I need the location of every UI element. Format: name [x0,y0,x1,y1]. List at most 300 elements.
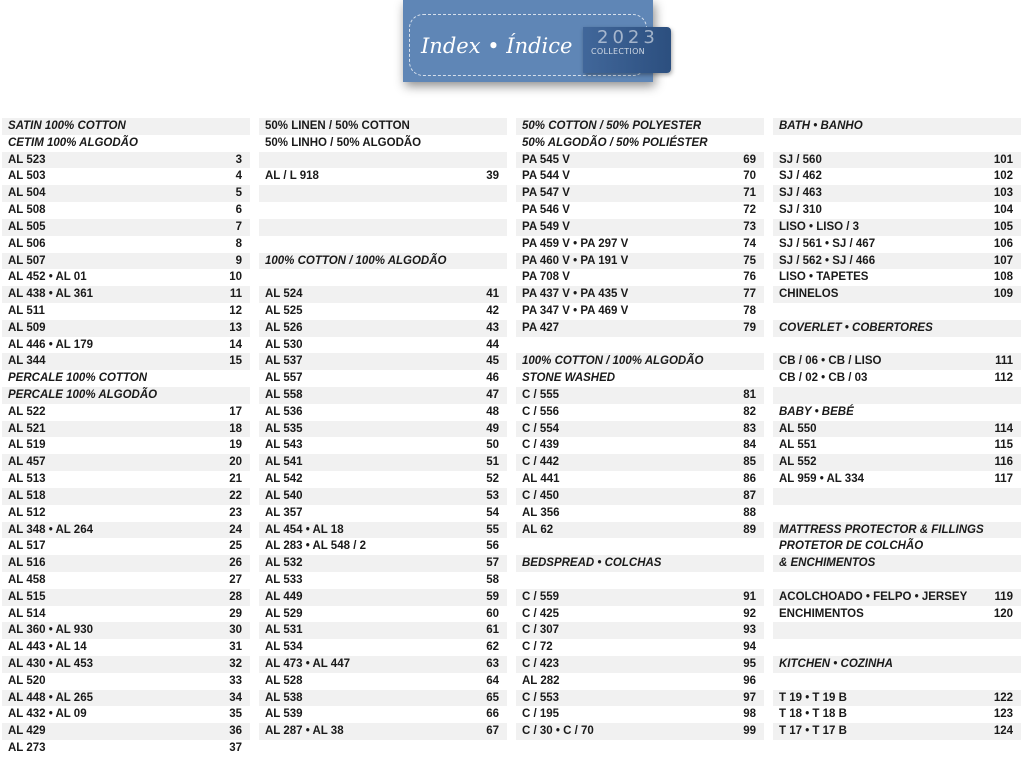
entry-label: C / 450 [522,489,560,502]
entry-label: C / 556 [522,405,560,418]
entry-label: AL 513 [8,473,46,486]
section-heading [516,353,764,370]
entry-label: AL 524 [265,288,303,301]
entry-page-number: 101 [993,153,1013,166]
entry-page-number: 103 [993,187,1013,200]
entry-label: AL 515 [8,590,46,603]
entry-label: AL 525 [265,304,303,317]
entry-label: C / 30 • C / 70 [522,725,594,738]
index-entry [2,253,250,270]
entry-label: AL 273 [8,742,46,755]
entry-label: AL 506 [8,237,46,250]
index-entry [516,488,764,505]
index-entry [773,421,1021,438]
entry-label: AL 360 • AL 930 [8,624,93,637]
index-entry [516,421,764,438]
index-entry [2,622,250,639]
section-heading-label: 50% ALGODÃO / 50% POLIÉSTER [522,136,708,149]
section-heading [773,522,1021,539]
entry-page-number: 31 [229,641,242,654]
entry-page-number: 117 [994,473,1013,486]
entry-label: AL 446 • AL 179 [8,338,93,351]
section-heading-label: 50% LINHO / 50% ALGODÃO [265,136,422,149]
entry-label: AL 430 • AL 453 [8,658,93,670]
entry-page-number: 112 [994,372,1013,385]
entry-label: AL 458 [8,573,46,586]
index-entry [259,320,507,337]
entry-page-number: 19 [229,439,242,452]
index-entry [516,706,764,723]
entry-label: AL 530 [265,338,303,351]
index-entry [773,185,1021,202]
entry-page-number: 105 [993,220,1013,233]
entry-label: SJ / 462 [779,170,822,183]
entry-page-number: 63 [486,658,499,670]
entry-page-number: 85 [743,456,756,469]
index-entry [773,589,1021,606]
index-entry [516,168,764,185]
index-entry [259,522,507,539]
entry-page-number: 65 [486,691,499,704]
index-entry [2,286,250,303]
index-entry [516,673,764,690]
index-entry [259,303,507,320]
entry-label: C / 442 [522,456,560,469]
entry-label: AL 438 • AL 361 [8,288,93,301]
entry-label: AL 448 • AL 265 [8,691,93,704]
section-heading-label: KITCHEN • COZINHA [779,658,893,670]
entry-page-number: 3 [235,153,242,166]
entry-page-number: 32 [229,658,242,670]
blank-row [516,538,764,555]
entry-label: AL 441 [522,473,560,486]
entry-page-number: 92 [743,607,756,620]
entry-page-number: 20 [229,456,242,469]
index-entry [516,606,764,623]
section-heading [516,555,764,572]
index-entry [259,168,507,185]
entry-label: SJ / 463 [779,187,822,200]
blank-row [773,639,1021,656]
entry-page-number: 87 [743,489,756,502]
entry-label: PA 459 V • PA 297 V [522,237,629,250]
section-heading [773,538,1021,555]
section-heading-label: 50% LINEN / 50% COTTON [265,120,410,132]
index-entry [259,706,507,723]
index-entry [773,202,1021,219]
entry-label: AL 558 [265,389,303,401]
entry-page-number: 106 [993,237,1013,250]
entry-page-number: 114 [994,422,1013,435]
entry-label: AL 511 [8,304,45,317]
index-entry [516,320,764,337]
index-entry [516,269,764,286]
index-entry [259,421,507,438]
entry-page-number: 21 [229,473,242,486]
entry-label: AL 536 [265,405,303,418]
entry-page-number: 43 [486,321,499,334]
blank-row [259,152,507,169]
index-entry [516,622,764,639]
entry-label: AL 551 [779,439,817,452]
index-entry [259,622,507,639]
blank-row [773,488,1021,505]
index-entry [2,219,250,236]
index-entry [259,538,507,555]
index-entry [773,471,1021,488]
page-title: Index • Índice [421,34,573,58]
entry-label: C / 559 [522,590,560,603]
entry-page-number: 45 [486,355,499,368]
entry-page-number: 53 [486,489,499,502]
index-entry [516,723,764,740]
entry-page-number: 44 [486,338,499,351]
entry-page-number: 23 [229,506,242,519]
section-heading-label: MATTRESS PROTECTOR & FILLINGS [779,523,984,536]
index-entry [2,337,250,354]
blank-row [773,135,1021,152]
section-heading-label: & ENCHIMENTOS [779,557,876,570]
entry-label: ACOLCHOADO • FELPO • JERSEY [779,590,968,603]
entry-page-number: 56 [486,540,499,553]
entry-label: C / 555 [522,389,560,401]
entry-page-number: 95 [743,658,756,670]
section-heading [516,370,764,387]
entry-label: AL 520 [8,674,46,687]
index-entry [259,505,507,522]
section-heading [2,135,250,152]
section-heading-label: SATIN 100% COTTON [8,120,126,132]
entry-label: AL 517 [8,540,46,553]
entry-label: AL 509 [8,321,46,334]
index-entry [2,488,250,505]
entry-label: AL 287 • AL 38 [265,725,344,738]
entry-label: AL 505 [8,220,46,233]
index-entry [259,370,507,387]
entry-page-number: 120 [993,607,1013,620]
entry-page-number: 89 [743,523,756,536]
entry-page-number: 78 [743,304,756,317]
entry-page-number: 11 [229,288,242,301]
index-entry [516,639,764,656]
entry-page-number: 35 [229,708,242,721]
section-heading-label: 100% COTTON / 100% ALGODÃO [265,254,447,267]
entry-page-number: 81 [743,389,756,401]
entry-label: AL 557 [265,372,303,385]
entry-label: AL 514 [8,607,46,620]
entry-label: AL 282 [522,674,560,687]
index-entry [2,152,250,169]
section-heading [516,118,764,135]
entry-label: AL 507 [8,254,46,267]
entry-page-number: 102 [993,170,1013,183]
entry-page-number: 58 [486,573,499,586]
section-heading-label: PERCALE 100% ALGODÃO [8,389,158,401]
index-entry [773,606,1021,623]
index-entry [773,269,1021,286]
entry-page-number: 109 [993,288,1013,301]
entry-page-number: 39 [486,170,499,183]
index-entry [2,572,250,589]
entry-page-number: 46 [486,372,499,385]
section-heading [2,118,250,135]
index-entry [2,353,250,370]
entry-label: LISO • LISO / 3 [779,220,860,233]
index-entry [516,152,764,169]
index-entry [259,555,507,572]
index-entry [516,589,764,606]
index-entry [773,236,1021,253]
entry-label: AL 473 • AL 447 [265,658,350,670]
collection-ribbon [583,27,671,73]
entry-label: C / 439 [522,439,560,452]
entry-page-number: 83 [743,422,756,435]
entry-page-number: 60 [486,607,499,620]
entry-page-number: 9 [235,254,242,267]
entry-label: AL 432 • AL 09 [8,708,87,721]
entry-label: AL 503 [8,170,46,183]
entry-page-number: 67 [486,725,499,738]
entry-label: PA 544 V [522,170,570,183]
entry-label: AL 552 [779,456,817,469]
entry-page-number: 10 [229,271,242,284]
index-entry [516,522,764,539]
entry-page-number: 71 [743,187,756,200]
index-entry [773,152,1021,169]
index-entry [259,337,507,354]
section-heading [773,555,1021,572]
entry-label: AL 62 [522,523,554,536]
entry-label: SJ / 310 [779,204,822,217]
index-entry [2,656,250,673]
entry-page-number: 108 [993,271,1013,284]
index-entry [2,589,250,606]
index-entry [2,522,250,539]
entry-page-number: 51 [486,456,499,469]
index-entry [516,387,764,404]
entry-page-number: 48 [486,405,499,418]
section-heading [773,320,1021,337]
entry-page-number: 28 [229,590,242,603]
entry-label: CHINELOS [779,288,839,301]
entry-page-number: 70 [743,170,756,183]
index-entry [2,505,250,522]
entry-label: AL 504 [8,187,46,200]
entry-page-number: 62 [486,641,499,654]
entry-label: AL 550 [779,422,817,435]
entry-page-number: 97 [743,691,756,704]
index-entry [2,454,250,471]
entry-page-number: 33 [229,674,242,687]
entry-page-number: 42 [486,304,499,317]
entry-label: AL 519 [8,439,46,452]
entry-label: C / 195 [522,708,560,721]
index-entry [259,589,507,606]
section-heading-label: 100% COTTON / 100% ALGODÃO [522,355,704,368]
entry-label: AL 540 [265,489,303,502]
entry-page-number: 14 [229,338,242,351]
index-entry [516,219,764,236]
entry-page-number: 115 [994,439,1013,452]
entry-page-number: 116 [994,456,1013,469]
entry-page-number: 86 [743,473,756,486]
entry-page-number: 99 [743,725,756,738]
entry-label: SJ / 562 • SJ / 466 [779,254,876,267]
entry-label: AL 528 [265,674,303,687]
entry-page-number: 30 [229,624,242,637]
index-column-3 [516,118,764,740]
entry-label: AL 457 [8,456,46,469]
collection-year: 2023 [597,27,659,48]
entry-page-number: 6 [235,204,242,217]
entry-label: SJ / 560 [779,153,822,166]
entry-label: T 18 • T 18 B [779,708,847,721]
index-entry [773,353,1021,370]
index-entry [259,656,507,673]
entry-label: AL 959 • AL 334 [779,473,864,486]
index-entry [516,404,764,421]
entry-label: AL 344 [8,355,46,368]
index-entry [516,202,764,219]
index-entry [2,538,250,555]
entry-label: PA 549 V [522,220,570,233]
section-heading-label: BABY • BEBÉ [779,405,854,418]
index-entry [2,236,250,253]
entry-page-number: 12 [229,304,242,317]
section-heading-label: STONE WASHED [522,372,616,385]
entry-page-number: 47 [486,389,499,401]
index-entry [773,690,1021,707]
entry-page-number: 111 [995,355,1013,368]
entry-page-number: 4 [235,170,242,183]
entry-page-number: 36 [229,725,242,738]
entry-label: AL 526 [265,321,303,334]
entry-label: AL 533 [265,573,303,586]
entry-label: PA 427 [522,321,560,334]
blank-row [773,572,1021,589]
entry-page-number: 18 [229,422,242,435]
section-heading [516,135,764,152]
entry-label: AL 449 [265,590,303,603]
entry-label: AL 518 [8,489,46,502]
index-header [390,0,680,100]
index-entry [259,639,507,656]
entry-label: AL 543 [265,439,303,452]
entry-page-number: 79 [743,321,756,334]
entry-label: AL 535 [265,422,303,435]
section-heading-label: BEDSPREAD • COLCHAS [522,557,662,570]
index-entry [773,723,1021,740]
blank-row [773,505,1021,522]
entry-label: CB / 06 • CB / LISO [779,355,882,368]
entry-label: AL / L 918 [265,170,319,183]
index-entry [2,606,250,623]
index-entry [516,471,764,488]
entry-label: AL 529 [265,607,303,620]
entry-page-number: 17 [229,405,242,418]
entry-label: AL 532 [265,557,303,570]
index-entry [2,555,250,572]
index-entry [259,673,507,690]
index-entry [259,471,507,488]
entry-label: C / 72 [522,641,553,654]
collection-label: COLLECTION [591,47,645,56]
entry-page-number: 94 [743,641,756,654]
index-entry [259,488,507,505]
section-heading [773,118,1021,135]
entry-label: AL 516 [8,557,46,570]
index-entry [259,286,507,303]
blank-row [773,673,1021,690]
index-entry [2,740,250,757]
entry-label: C / 553 [522,691,560,704]
section-heading [2,387,250,404]
index-entry [259,606,507,623]
index-entry [516,303,764,320]
index-column-2 [259,118,507,740]
entry-label: AL 283 • AL 548 / 2 [265,540,366,553]
blank-row [516,337,764,354]
index-entry [773,286,1021,303]
index-entry [2,673,250,690]
index-entry [2,404,250,421]
blank-row [516,572,764,589]
entry-label: AL 531 [265,624,303,637]
index-entry [259,454,507,471]
entry-page-number: 7 [235,220,242,233]
entry-page-number: 57 [486,557,499,570]
index-entry [259,353,507,370]
entry-page-number: 55 [486,523,499,536]
entry-label: LISO • TAPETES [779,271,869,284]
index-entry [2,471,250,488]
entry-label: AL 512 [8,506,46,519]
entry-page-number: 98 [743,708,756,721]
entry-page-number: 15 [229,355,242,368]
entry-label: PA 708 V [522,271,570,284]
section-heading [259,135,507,152]
index-entry [516,437,764,454]
index-entry [259,404,507,421]
index-entry [773,370,1021,387]
entry-label: CB / 02 • CB / 03 [779,372,868,385]
blank-row [259,236,507,253]
index-entry [2,639,250,656]
entry-label: T 19 • T 19 B [779,691,847,704]
entry-page-number: 54 [486,506,499,519]
entry-page-number: 13 [229,321,242,334]
entry-page-number: 123 [993,708,1013,721]
entry-label: AL 508 [8,204,46,217]
entry-label: AL 521 [8,422,46,435]
entry-page-number: 72 [743,204,756,217]
entry-page-number: 107 [993,254,1013,267]
index-entry [259,690,507,707]
index-entry [2,421,250,438]
entry-page-number: 22 [229,489,242,502]
index-entry [516,454,764,471]
entry-page-number: 8 [235,237,242,250]
index-column-4 [773,118,1021,740]
index-entry [516,286,764,303]
entry-page-number: 76 [743,271,756,284]
entry-page-number: 29 [229,607,242,620]
entry-label: AL 522 [8,405,46,418]
entry-page-number: 52 [486,473,499,486]
entry-label: AL 539 [265,708,303,721]
entry-label: AL 534 [265,641,303,654]
entry-page-number: 122 [993,691,1013,704]
